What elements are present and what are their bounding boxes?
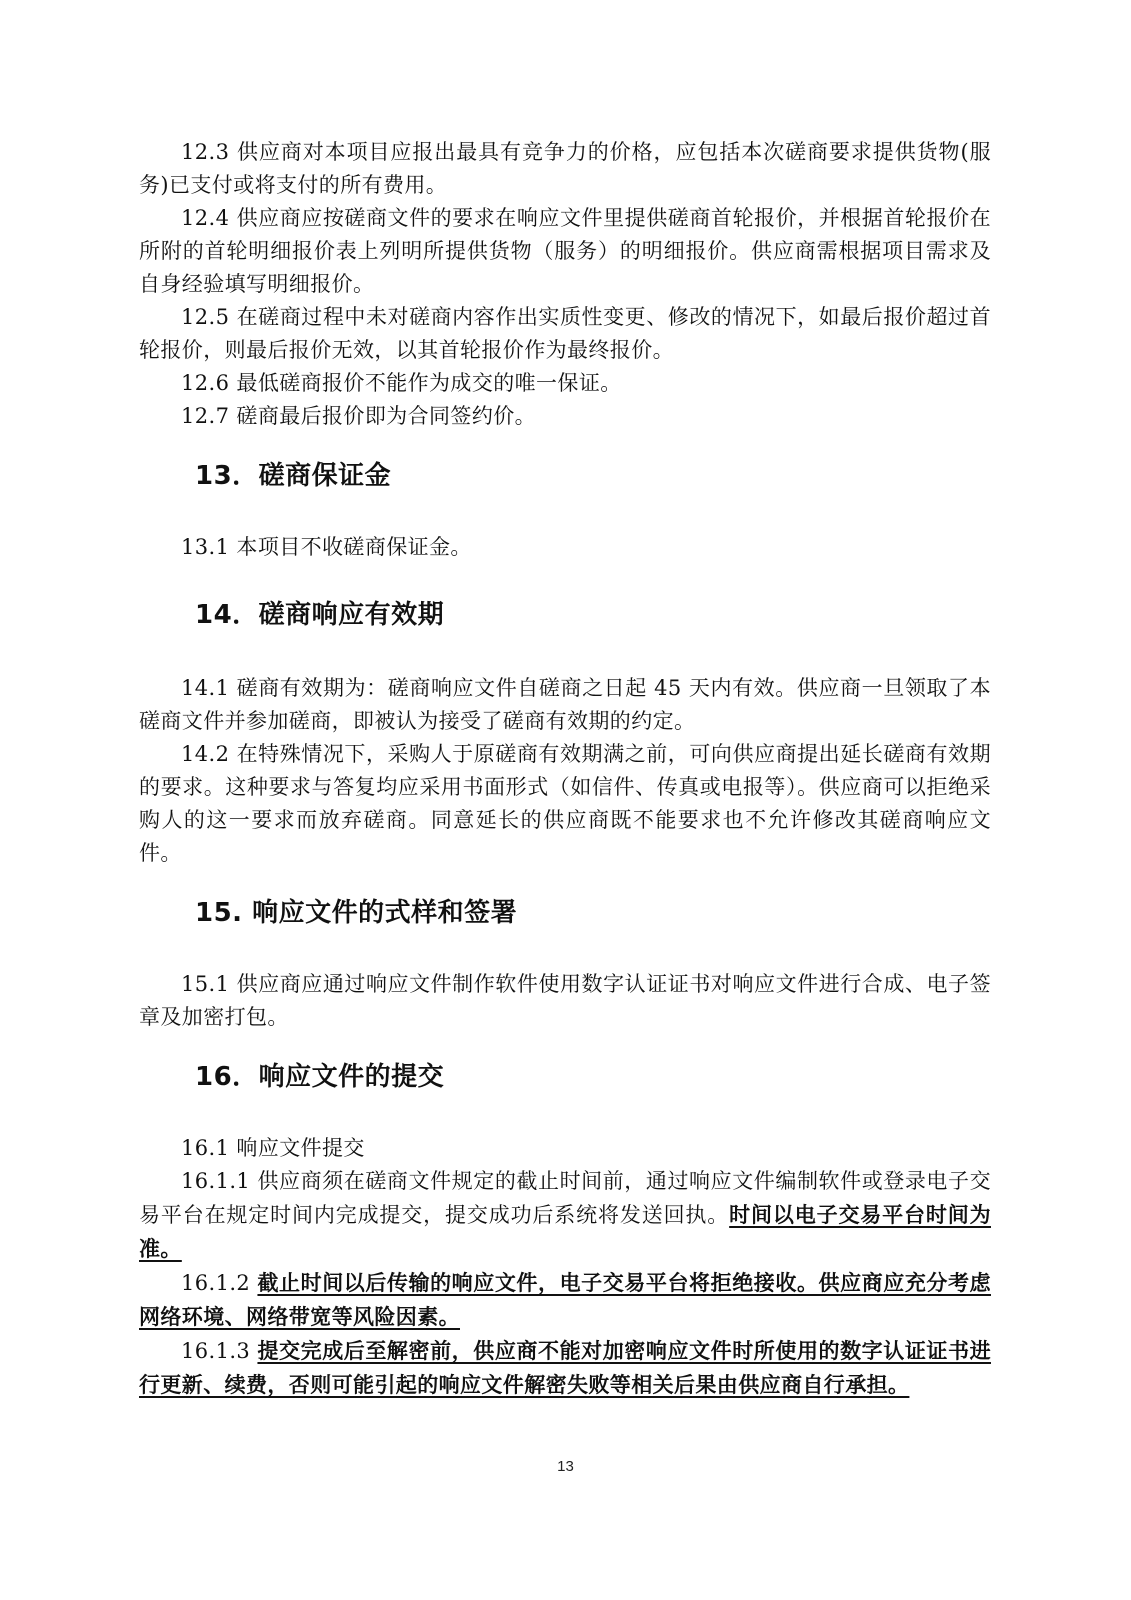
paragraph-16-1-2-emphasis: 截止时间以后传输的响应文件，电子交易平台将拒绝接收。供应商应充分考虑网络环境、网络带宽等风险因素。: [139, 1270, 991, 1329]
paragraph-16-1-1: [139, 1165, 991, 1266]
document-page: [139, 136, 991, 1402]
paragraph-12-4: 12.4 供应商应按磋商文件的要求在响应文件里提供磋商首轮报价，并根据首轮报价在所附的首轮明细报价表上列明所提供货物（服务）的明细报价。供应商需根据项目需求及自身经验填写明细报价。: [139, 206, 991, 296]
paragraph-16-1-1-text: 16.1.1 供应商须在磋商文件规定的截止时间前，通过响应文件编制软件或登录电子交易平台在规定时间内完成提交，提交成功后系统将发送回执。: [139, 1169, 991, 1227]
paragraph-12-6: 12.6 最低磋商报价不能作为成交的唯一保证。: [181, 371, 622, 395]
heading-16: 16．响应文件的提交: [195, 1062, 445, 1092]
page-number: 13: [557, 1458, 574, 1475]
heading-15: 15. 响应文件的式样和签署: [195, 898, 518, 928]
paragraph-15-1: 15.1 供应商应通过响应文件制作软件使用数字认证证书对响应文件进行合成、电子签章及加密打包。: [139, 972, 991, 1029]
paragraph-12-7: 12.7 磋商最后报价即为合同签约价。: [181, 404, 537, 428]
paragraph-14-2: 14.2 在特殊情况下，采购人于原磋商有效期满之前，可向供应商提出延长磋商有效期的要求。这种要求与答复均应采用书面形式（如信件、传真或电报等）。供应商可以拒绝采购人的这一要求而放弃磋商。同意延长的供应商既不能要求也不允许修改其磋商响应文件。: [139, 742, 991, 865]
paragraph-16-1: 16.1 响应文件提交: [181, 1136, 365, 1160]
paragraph-16-1-3-emphasis: 提交完成后至解密前，供应商不能对加密响应文件时所使用的数字认证证书进行更新、续费，否则可能引起的响应文件解密失败等相关后果由供应商自行承担。: [139, 1338, 991, 1397]
paragraph-16-1-3-number: 16.1.3: [181, 1339, 258, 1363]
paragraph-14-1: 14.1 磋商有效期为：磋商响应文件自磋商之日起 45 天内有效。供应商一旦领取了本磋商文件并参加磋商，即被认为接受了磋商有效期的约定。: [139, 676, 991, 733]
paragraph-16-1-3: [139, 1334, 991, 1402]
paragraph-16-1-1-emphasis: 时间以电子交易平台时间为准。: [139, 1202, 991, 1261]
paragraph-12-5: 12.5 在磋商过程中未对磋商内容作出实质性变更、修改的情况下，如最后报价超过首轮报价，则最后报价无效，以其首轮报价作为最终报价。: [139, 305, 991, 362]
paragraph-16-1-2: [139, 1266, 991, 1334]
paragraph-13-1: 13.1 本项目不收磋商保证金。: [181, 535, 472, 559]
paragraph-12-3: 12.3 供应商对本项目应报出最具有竞争力的价格，应包括本次磋商要求提供货物(服务)已支付或将支付的所有费用。: [139, 140, 991, 197]
heading-14: 14．磋商响应有效期: [195, 600, 445, 630]
heading-13: 13．磋商保证金: [195, 461, 392, 491]
paragraph-16-1-2-number: 16.1.2: [181, 1271, 258, 1295]
